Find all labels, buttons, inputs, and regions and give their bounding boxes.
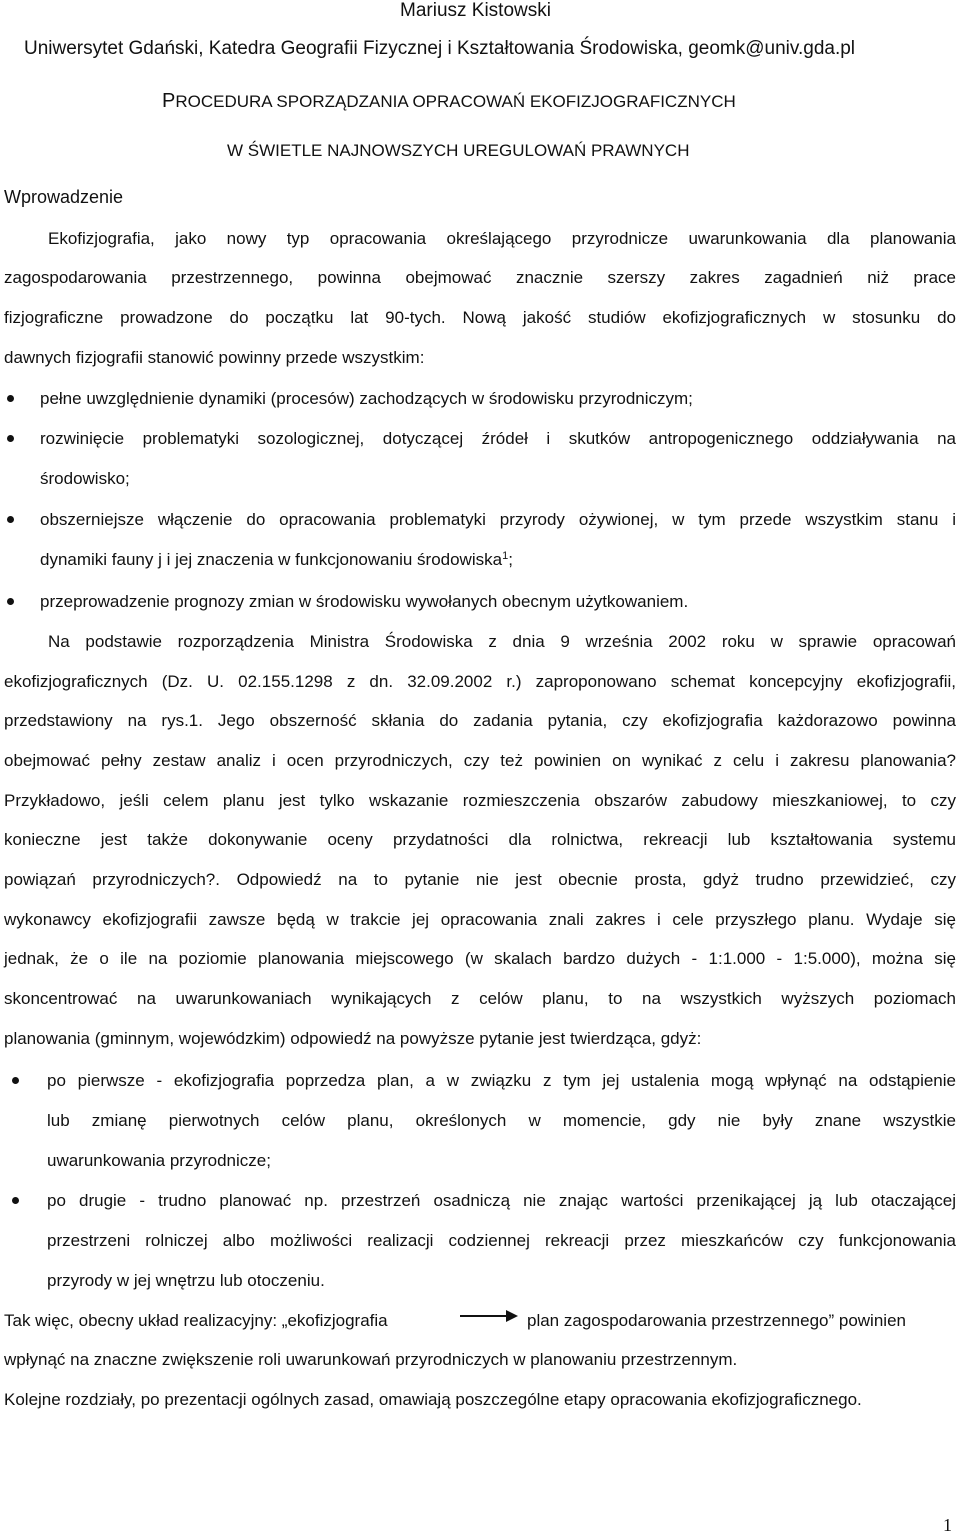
paragraph-line: Tak więc, obecny układ realizacyjny: „ekofizjografia [4, 1311, 388, 1330]
author-affiliation: Uniwersytet Gdański, Katedra Geografii Fizycznej i Kształtowania Środowiska, geomk@univ.gda.pl [24, 38, 856, 59]
page-number: 1 [943, 1515, 952, 1535]
paragraph-line: Ekofizjografia, jako nowy typ opracowania określającego przyrodnicze uwarunkowania dla planowania [48, 229, 956, 248]
paragraph-line: plan zagospodarowania przestrzennego” powinien [527, 1311, 906, 1330]
arrow-right-icon [458, 1306, 520, 1326]
paragraph-line: przedstawiony na rys.1. Jego obszerność skłania do zadania pytania, czy ekofizjografia każdorazowo powinna [4, 711, 956, 730]
author-name: Mariusz Kistowski [400, 0, 551, 21]
list-item-continuation: lub zmianę pierwotnych celów planu, określonych w momencie, gdy nie były znane wszystkie [47, 1111, 956, 1130]
list-item: po pierwsze - ekofizjografia poprzedza plan, a w związku z tym jej ustalenia mogą wpłynąć na odstąpienie [47, 1071, 956, 1090]
paragraph-line: powiązań przyrodniczych?. Odpowiedź na to pytanie nie jest obecnie prosta, gdyż trudno przewidzieć, czy [4, 870, 956, 889]
paragraph-line: zagospodarowania przestrzennego, powinna obejmować znacznie szerszy zakres zagadnień niż prace [4, 268, 956, 287]
footnote-marker[interactable]: 1 [502, 550, 509, 562]
bullet-icon [7, 395, 14, 402]
paragraph-line: obejmować pełny zestaw analiz i ocen przyrodniczych, czy też powinien on wynikać z celu i zakresu planowania? [4, 751, 956, 770]
list-item: rozwinięcie problematyki sozologicznej, dotyczącej źródeł i skutków antropogenicznego oddziaływania na [40, 429, 956, 448]
list-item-continuation: uwarunkowania przyrodnicze; [47, 1151, 271, 1170]
paragraph-line: dawnych fizjografii stanowić powinny przede wszystkim: [4, 348, 425, 367]
paragraph-line: planowania (gminnym, wojewódzkim) odpowiedź na powyższe pytanie jest twierdząca, gdyż: [4, 1029, 702, 1048]
list-item-continuation: środowisko; [40, 469, 130, 488]
title-rest: ROCEDURA SPORZĄDZANIA OPRACOWAŃ EKOFIZJOGRAFICZNYCH [175, 92, 736, 111]
paragraph-line: ekofizjograficznych (Dz. U. 02.155.1298 z dn. 32.09.2002 r.) zaproponowano schemat koncepcyjny ekofizjografii, [4, 672, 956, 691]
paragraph-line: jednak, że o ile na poziomie planowania miejscowego (w skalach bardzo dużych - 1:1.000 - 1:5.000), można się [4, 949, 956, 968]
bullet-icon [7, 435, 14, 442]
list-item-end: ; [508, 550, 513, 569]
paragraph-line: Na podstawie rozporządzenia Ministra Środowiska z dnia 9 września 2002 roku w sprawie opracowań [48, 632, 956, 651]
bullet-icon [12, 1077, 19, 1084]
paragraph-line: konieczne jest także dokonywanie oceny przydatności dla rolnictwa, rekreacji lub kształtowania systemu [4, 830, 956, 849]
paragraph-line: fizjograficzne prowadzone do początku lat 90-tych. Nową jakość studiów ekofizjograficznych w stosunku do [4, 308, 956, 327]
paragraph-line: skoncentrować na uwarunkowaniach wynikających z celów planu, to na wszystkich wyższych poziomach [4, 989, 956, 1008]
paragraph-line: Kolejne rozdziały, po prezentacji ogólnych zasad, omawiają poszczególne etapy opracowania ekofizjograficznego. [4, 1390, 862, 1409]
bullet-icon [12, 1197, 19, 1204]
list-item-text: dynamiki fauny j i jej znaczenia w funkcjonowaniu środowiska [40, 550, 503, 569]
list-item-continuation: przestrzeni rolniczej albo możliwości realizacji codziennej rekreacji przez mieszkańców czy funkcjonowania [47, 1231, 956, 1250]
title-initial: P [162, 90, 176, 112]
bullet-icon [7, 598, 14, 605]
document-subtitle: W ŚWIETLE NAJNOWSZYCH UREGULOWAŃ PRAWNYCH [227, 141, 690, 160]
list-item-continuation [40, 549, 513, 571]
section-heading: Wprowadzenie [4, 187, 124, 207]
paragraph-line: wpłynąć na znaczne zwiększenie roli uwarunkowań przyrodniczych w planowaniu przestrzennym. [4, 1350, 738, 1369]
list-item: pełne uwzględnienie dynamiki (procesów) zachodzących w środowisku przyrodniczym; [40, 389, 693, 408]
list-item: po drugie - trudno planować np. przestrzeń osadniczą nie znając wartości przenikającej ją lub otaczającej [47, 1191, 956, 1210]
bullet-icon [7, 516, 14, 523]
list-item: przeprowadzenie prognozy zmian w środowisku wywołanych obecnym użytkowaniem. [40, 592, 689, 611]
list-item-continuation: przyrody w jej wnętrzu lub otoczeniu. [47, 1271, 325, 1290]
list-item: obszerniejsze włączenie do opracowania problematyki przyrody ożywionej, w tym przede wszystkim stanu i [40, 510, 956, 529]
paragraph-line: Przykładowo, jeśli celem planu jest tylko wskazanie rozmieszczenia obszarów zabudowy mieszkaniowej, to czy [4, 791, 956, 810]
document-title [162, 90, 736, 113]
paragraph-line: wykonawcy ekofizjografii zawsze będą w trakcie jej opracowania znali zakres i cele przyszłego planu. Wydaje się [4, 910, 956, 929]
